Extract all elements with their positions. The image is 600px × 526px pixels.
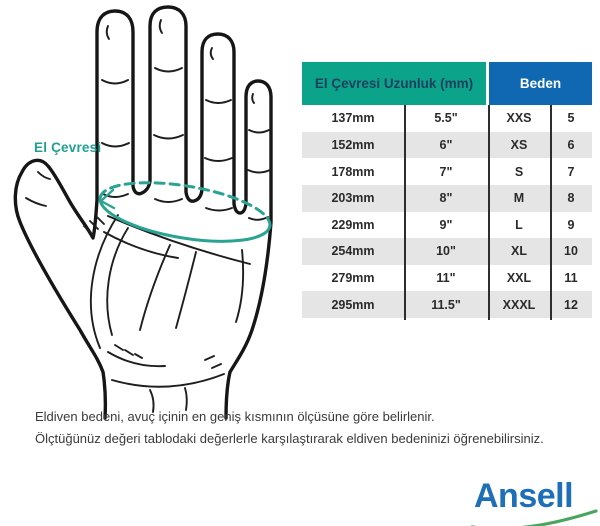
hand-circumference-label: El Çevresi [34,140,102,155]
cell-mm: 152mm [331,137,375,152]
cell-inch: 11.5" [431,297,461,312]
cell-size: M [513,191,525,206]
hand-illustration [0,0,300,420]
cell-num: 10 [564,244,578,259]
cell-mm: 295mm [331,297,375,312]
footer-note [35,406,580,449]
cell-size: XXL [506,271,532,286]
cell-num: 5 [567,111,575,126]
cell-mm: 203mm [331,191,375,206]
cell-inch: 6" [439,137,453,152]
size-table-header [302,62,592,105]
hand-outline [15,7,271,418]
size-table-body [302,105,592,318]
footer-line-1: Eldiven bedeni, avuç içinin en geniş kısmının ölçüsüne göre belirlenir. [35,409,435,424]
cell-size: L [515,217,523,232]
cell-num: 9 [567,217,575,232]
table-row [302,238,592,265]
cell-inch: 5.5" [434,111,458,126]
cell-num: 8 [567,191,575,206]
cell-size: XS [510,137,528,152]
cell-num: 6 [567,137,575,152]
ansell-logo [474,477,596,525]
table-header-measurement: El Çevresi Uzunluk (mm) [302,62,486,105]
cell-size: XXXL [502,297,536,312]
column-divider [488,105,490,320]
cell-size: XL [511,244,527,259]
table-row [302,265,592,292]
cell-mm: 137mm [331,111,375,126]
cell-mm: 229mm [331,217,375,232]
cell-size: S [514,164,524,179]
table-row [302,105,592,132]
cell-num: 11 [564,271,578,286]
cell-inch: 11" [436,271,456,286]
cell-num: 12 [564,297,578,312]
table-row [302,212,592,239]
cell-inch: 9" [439,217,453,232]
cell-inch: 7" [439,164,453,179]
cell-inch: 8" [439,191,453,206]
cell-inch: 10" [436,244,456,259]
column-divider [550,105,552,320]
ansell-logo-text: Ansell [474,477,574,515]
logo-swoosh-icon [470,509,598,526]
table-header-size: Beden [489,62,592,105]
cell-mm: 254mm [331,244,375,259]
table-row [302,185,592,212]
table-row [302,158,592,185]
cell-num: 7 [567,164,575,179]
cell-mm: 279mm [331,271,375,286]
cell-size: XXS [506,111,532,126]
column-divider [404,105,406,320]
table-row [302,291,592,318]
cell-mm: 178mm [331,164,375,179]
footer-line-2: Ölçtüğünüz değeri tablodaki değerlerle karşılaştırarak eldiven bedeninizi öğrenebilirsiniz. [35,430,544,446]
table-row [302,132,592,159]
size-table [302,62,592,318]
